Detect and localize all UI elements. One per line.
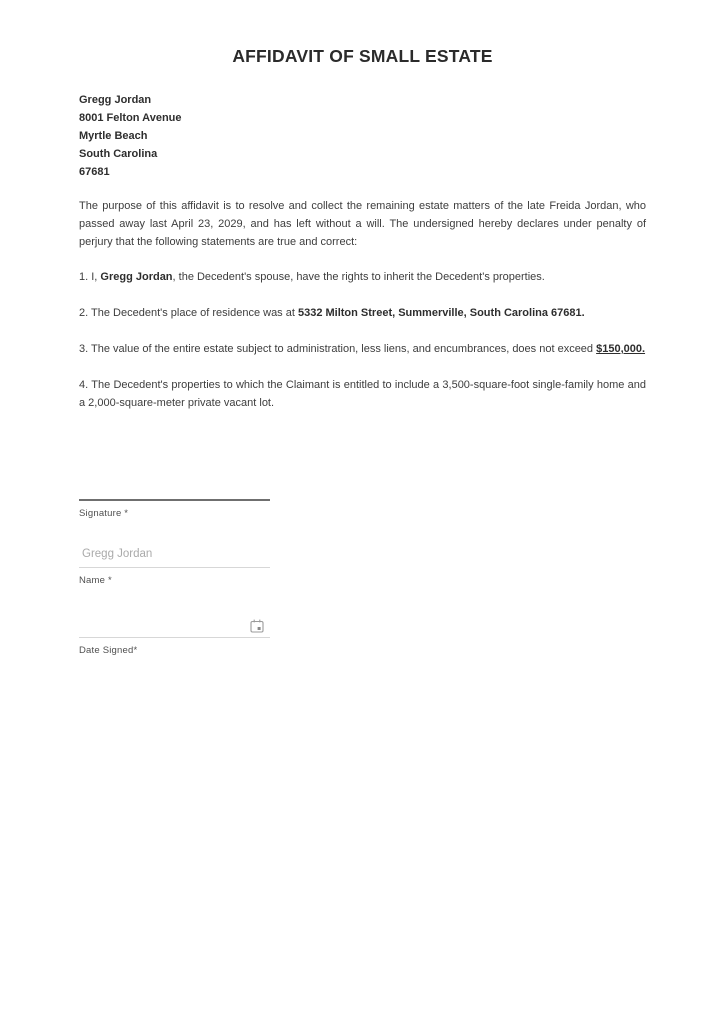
statement-2-pre: 2. The Decedent's place of residence was at — [79, 307, 298, 319]
statement-3-estate-value: $150,000. — [596, 343, 646, 355]
statement-2 — [79, 304, 646, 322]
statement-2-residence-address: 5332 Milton Street, Summerville, South Carolina 67681. — [297, 307, 585, 319]
claimant-address-block — [79, 91, 646, 181]
claimant-street: 8001 Felton Avenue — [79, 112, 182, 124]
claimant-name: Gregg Jordan — [79, 94, 152, 106]
signature-label: Signature * — [79, 508, 129, 519]
statement-3-pre: 3. The value of the entire estate subject to administration, less liens, and encumbrances, does not exceed — [79, 343, 597, 355]
name-field-group — [79, 542, 270, 587]
claimant-state: South Carolina — [79, 148, 158, 160]
statement-1-pre: 1. I, — [79, 271, 101, 283]
signature-form — [79, 499, 270, 657]
statement-1-claimant-name: Gregg Jordan — [100, 271, 173, 283]
name-label: Name * — [79, 575, 112, 586]
statement-3 — [79, 340, 646, 358]
signature-line[interactable] — [79, 499, 270, 501]
date-input[interactable] — [79, 611, 270, 638]
document-content — [0, 0, 725, 412]
statement-1-post: , the Decedent's spouse, have the rights to inherit the Decedent's properties. — [172, 271, 545, 283]
statement-4: 4. The Decedent's properties to which the Claimant is entitled to include a 3,500-square-foot single-family home and a 2,000-square-meter private vacant lot. — [79, 379, 646, 409]
claimant-city: Myrtle Beach — [79, 130, 148, 142]
name-input[interactable] — [79, 542, 270, 568]
calendar-icon[interactable] — [250, 619, 264, 633]
date-field-group — [79, 611, 270, 657]
statement-1 — [79, 268, 646, 286]
date-signed-label: Date Signed* — [79, 645, 138, 656]
signature-field-group — [79, 499, 270, 520]
document-title: AFFIDAVIT OF SMALL ESTATE — [232, 46, 493, 66]
claimant-zip: 67681 — [79, 166, 110, 178]
intro-paragraph: The purpose of this affidavit is to resolve and collect the remaining estate matters of the late Freida Jordan, who passed away last April 23, 2029, and has left without a will. The undersigned hereby declares under penalty of perjury that the following statements are true and correct: — [79, 200, 646, 248]
